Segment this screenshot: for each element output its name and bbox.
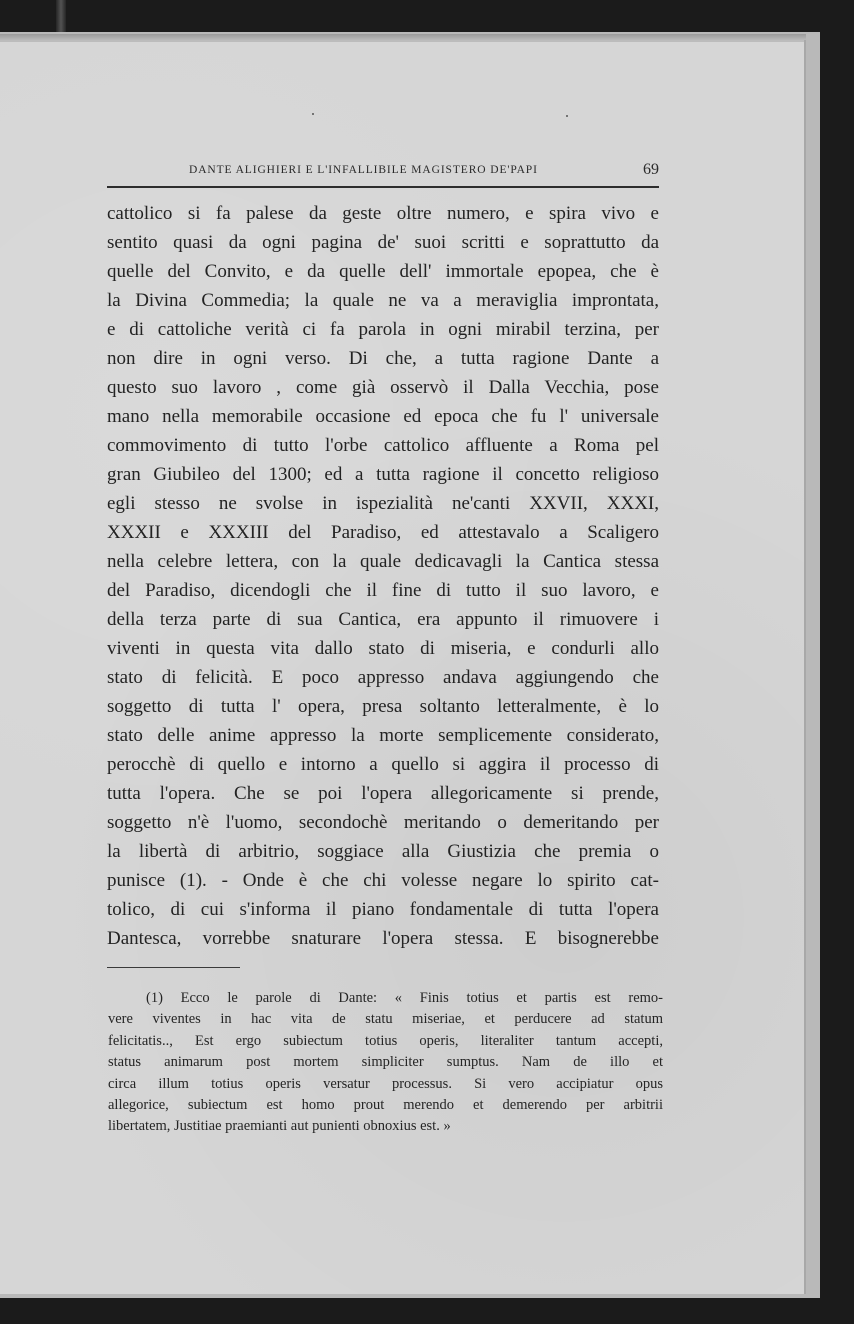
paper-speck xyxy=(566,115,568,117)
footnote-line: felicitatis.., Est ergo subiectum totius operis, literaliter tantum accepti, xyxy=(108,1032,663,1049)
text-line: gran Giubileo del 1300; ed a tutta ragione il concetto religioso xyxy=(107,464,659,485)
text-line: tutta l'opera. Che se poi l'opera allegoricamente si prende, xyxy=(107,783,659,804)
text-line: egli stesso ne svolse in ispezialità ne'canti XXVII, XXXI, xyxy=(107,493,659,514)
text-line: soggetto di tutta l' opera, presa soltanto letteralmente, è lo xyxy=(107,696,659,717)
text-line: la Divina Commedia; la quale ne va a meraviglia improntata, xyxy=(107,290,659,311)
text-line: sentito quasi da ogni pagina de' suoi scritti e soprattutto da xyxy=(107,232,659,253)
text-line: soggetto n'è l'uomo, secondochè meritando o demeritando per xyxy=(107,812,659,833)
text-line: nella celebre lettera, con la quale dedicavagli la Cantica stessa xyxy=(107,551,659,572)
footnote-line: status animarum post mortem simpliciter sumptus. Nam de illo et xyxy=(108,1054,663,1071)
text-line: stato delle anime appresso la morte semplicemente considerato, xyxy=(107,725,659,746)
footnote-line: (1) Ecco le parole di Dante: « Finis totius et partis est remo- xyxy=(146,990,663,1006)
text-line: perocchè di quello e intorno a quello si aggira il processo di xyxy=(107,754,659,775)
text-line: XXXII e XXXIII del Paradiso, ed attestavalo a Scaligero xyxy=(107,522,659,543)
text-line: del Paradiso, dicendogli che il fine di tutto il suo lavoro, e xyxy=(107,580,659,601)
text-line: quelle del Convito, e da quelle dell' immortale epopea, che è xyxy=(107,261,659,282)
text-line: viventi in questa vita dallo stato di miseria, e condurli allo xyxy=(107,638,659,659)
text-line: commovimento di tutto l'orbe cattolico affluente a Roma pel xyxy=(107,435,659,456)
page-number: 69 xyxy=(643,161,659,178)
text-line: cattolico si fa palese da geste oltre numero, e spira vivo e xyxy=(107,203,659,224)
footnote-line: libertatem, Justitiae praemianti aut punienti obnoxius est. » xyxy=(108,1118,451,1135)
text-line: e di cattoliche verità ci fa parola in ogni mirabil terzina, per xyxy=(107,319,659,340)
text-line: punisce (1). - Onde è che chi volesse negare lo spirito cat- xyxy=(107,870,659,891)
text-line: mano nella memorabile occasione ed epoca che fu l' universale xyxy=(107,406,659,427)
footnote-line: allegorice, subiectum est homo prout merendo et demerendo per arbitrii xyxy=(108,1096,663,1113)
running-head xyxy=(107,160,659,184)
text-line: non dire in ogni verso. Di che, a tutta ragione Dante a xyxy=(107,348,659,369)
footnote-line: circa illum totius operis versatur processus. Si vero accipiatur opus xyxy=(108,1075,663,1092)
text-line: questo suo lavoro , come già osservò il Dalla Vecchia, pose xyxy=(107,377,659,398)
paper-speck xyxy=(312,113,314,115)
book-spine-shadow xyxy=(56,0,66,36)
body-text xyxy=(107,199,659,953)
text-line: della terza parte di sua Cantica, era appunto il rimuovere i xyxy=(107,609,659,630)
text-line: Dantesca, vorrebbe snaturare l'opera stessa. E bisognerebbe xyxy=(107,928,659,949)
header-rule xyxy=(107,186,659,188)
text-line: tolico, di cui s'informa il piano fondamentale di tutta l'opera xyxy=(107,899,659,920)
footnotes xyxy=(108,988,663,1138)
text-line: la libertà di arbitrio, soggiace alla Giustizia che premia o xyxy=(107,841,659,862)
running-title: DANTE ALIGHIERI E L'INFALLIBILE MAGISTERO DE'PAPI xyxy=(189,164,538,176)
text-line: stato di felicità. E poco appresso andava aggiungendo che xyxy=(107,667,659,688)
footnote-rule xyxy=(107,967,240,968)
footnote-line: vere viventes in hac vita de statu miseriae, et perducere ad statum xyxy=(108,1011,663,1028)
